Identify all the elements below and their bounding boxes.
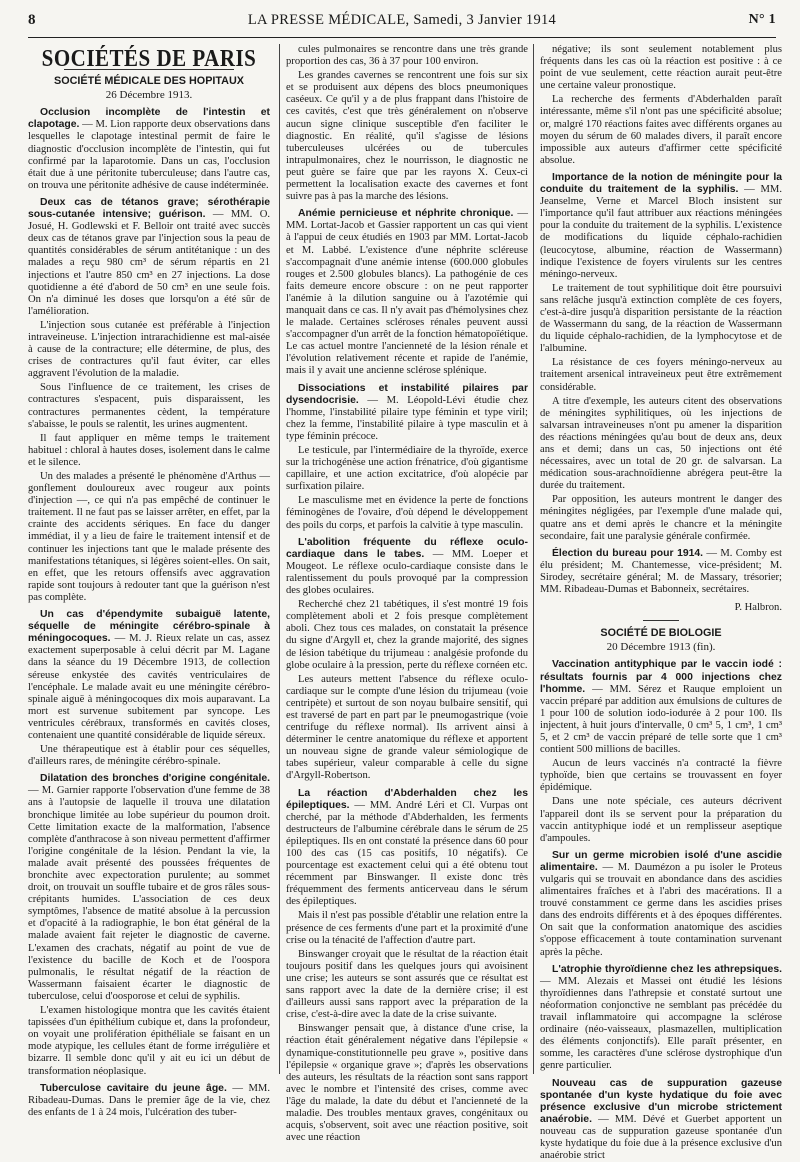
article-paragraph	[540, 283, 782, 356]
article-body: Il faut appliquer en même temps le traitement habituel : chloral à hautes doses, isolement dans le calme et le silence.	[28, 433, 270, 468]
article-body: — MM. Sérez et Rauque emploient un vaccin préparé par addition aux émulsions de cultures de 1 pour 100 de solution iodo-iodurée à 2 pour 100. Ils injectent, à huit jours d'intervalle, 0 cm³ 5, 1 cm³, 1 cm³ 5, et 2 cm³ de vaccin préparé de telle sorte que 1 cm³ contient 500 millions de bacilles.	[540, 684, 782, 755]
article-body: L'injection sous cutanée est préférable à l'injection intraveineuse. L'injection intrarachidienne est mal-aisée à cause de la contracture; elle détermine, de plus, des crises de contractures qu'il faut éviter, car elles aggravent l'évolution de la maladie.	[28, 320, 270, 379]
article-body: — MM. Loeper et Mougeot. Le réflexe oculo-cardiaque consiste dans le ralentissement du pouls provoqué par la compression des globes oculaires.	[286, 549, 528, 596]
article-title: Un cas d'épendymite subaiguë latente, séquelle de méningite cérébro-spinale à méningocoques.	[28, 609, 270, 644]
article-body: — MM. Alezais et Massei ont étudié les lésions thyroïdiennes dans l'athrepsie et constaté surtout une néoformation conjonctive ne semblant pas précédée du travail inflammatoire qui accompagne la sclérose ordinaire (néo-vaisseaux, plasmazellen, multiplication des éléments conjonctifs). Elle paraît présenter, en somme, les caractères d'une sclérose dystrophique d'un genre particulier.	[540, 976, 782, 1072]
article-paragraph	[540, 357, 782, 393]
article-body: — MM. Jeanselme, Verne et Marcel Bloch insistent sur l'importance qu'il faut attribuer aux réactions méningées pour la conduite du traitement de la syphilis. L'existence de modifications du liquide céphalo-rachidien (leucocytose, albumine, réaction de Wassermann) indique l'existence de foyers virulents sur les centres méningo-nerveux.	[540, 184, 782, 280]
article-title: La réaction d'Abderhalden chez les épileptiques.	[286, 788, 528, 811]
article-paragraph	[286, 949, 528, 1022]
article-paragraph	[286, 599, 528, 672]
article-paragraph	[286, 910, 528, 946]
column-divider	[533, 44, 534, 1074]
article-paragraph	[286, 44, 528, 68]
column-3	[540, 44, 782, 1076]
signature: P. Halbron.	[540, 602, 782, 614]
article-title: L'atrophie thyroïdienne chez les athrepsiques.	[552, 964, 782, 975]
article-title: Élection du bureau pour 1914.	[552, 548, 703, 559]
article-body: — MM. Ribadeau-Dumas. Dans le premier âge de la vie, chez des enfants de 1 à 24 mois, l'ulcération des tuber-	[28, 1083, 270, 1118]
article-body: Le testicule, par l'intermédiaire de la thyroïde, exerce sur la trichogénèse une action frénatrice, d'où gigantisme capillaire, et une action excitatrice, d'où alopécie par surfixation pilaire.	[286, 445, 528, 492]
column-1	[28, 44, 270, 1076]
article-paragraph	[28, 744, 270, 768]
article-paragraph	[28, 471, 270, 604]
masthead: LA PRESSE MÉDICALE, Samedi, 3 Janvier 1914	[28, 12, 776, 29]
page-number: 8	[28, 12, 36, 29]
article-body: Un des malades a présenté le phénomène d'Arthus — gonflement douloureux avec rougeur aux points d'injection —, ce qui n'a pas empêché de continuer le traitement. Il ne faut pas se laisser arrêter, en effet, par la crainte des accidents sériques. En face du danger immédiat, il y a lieu de faire le traitement intensif et de continuer les injections tant que le malade présente des manifestations tétaniques, si légères soient-elles. On sait, en effet, que les retours offensifs avec aggravation rapide sont toujours à redouter tant que la guérison n'est pas complète.	[28, 471, 270, 603]
article-paragraph	[286, 1023, 528, 1144]
article	[540, 964, 782, 1073]
article-body: Les grandes cavernes se rencontrent une fois sur six et se produisent aux dépens des blocs pneumoniques caséeux. Ce qu'il y a de plus frappant dans l'histoire de ces cavités, c'est que très généralement on n'observe aucun signe clinique susceptible d'en faciliter le diagnostic. En réalité, qu'il s'agisse de lésions tuberculeuses ulcérées ou de tubercules intrapulmonaires, chez le nourrisson, le diagnostic ne peut guère se faire que par les rayons X. Ceux-ci permettent la localisation exacte des cavernes et font suivre pas à pas la marche des lésions.	[286, 70, 528, 202]
article	[540, 172, 782, 281]
article-title: Anémie pernicieuse et néphrite chronique.	[298, 208, 513, 219]
article-paragraph	[540, 44, 782, 92]
article-paragraph	[28, 1005, 270, 1078]
article-paragraph	[286, 674, 528, 783]
article	[540, 850, 782, 959]
article-body: Une thérapeutique est à établir pour ces séquelles, d'ailleurs rares, de méningite cérébro-spinale.	[28, 744, 270, 767]
article-body: L'examen histologique montra que les cavités étaient tapissées d'un épithélium cubique et, dans la profondeur, on voyait une prolifération épithéliale se faisant en un mode atypique, les cellules étant de forme irrégulière et bizarre. Il semble donc qu'il y ait eu ici un début de transformation néoplasique.	[28, 1005, 270, 1076]
article-title: L'abolition fréquente du réflexe oculo-cardiaque dans le tabes.	[286, 537, 528, 560]
article-body: cules pulmonaires se rencontre dans une très grande proportion des cas, 36 à 37 pour 100 environ.	[286, 44, 528, 67]
society-title: SOCIÉTÉ DE BIOLOGIE	[540, 627, 782, 639]
session-date: 26 Décembre 1913.	[28, 89, 270, 101]
article-title: Dilatation des bronches d'origine congénitale.	[40, 773, 270, 784]
article-paragraph	[540, 758, 782, 794]
article-body: Binswanger pensait que, à distance d'une crise, la réaction était généralement négative dans l'épilepsie « dynamique-constitutionnelle peu grave », positive dans l'épilepsie « organique grave »; d'après les observations des auteurs, les résultats de la réaction sont sans rapport avec le nombre et l'intensité des crises, comme avec l'âge du malade, la date du début et l'ancienneté de la maladie. Des troubles mentaux graves, congénitaux ou acquis, s'observent, soit avec une réaction positive, soit avec une réaction	[286, 1023, 528, 1143]
article-body: Mais il n'est pas possible d'établir une relation entre la présence de ces ferments d'une part et la proximité d'une crise ou la ténacité de l'affection d'autre part.	[286, 910, 528, 945]
article-body: — M. Léopold-Lévi étudie chez l'homme, l'instabilité pilaire type féminin et type viril; chez la femme, l'instabilité pilaire à type masculin et à type féminin précoce.	[286, 395, 528, 442]
article-paragraph	[540, 796, 782, 844]
article-body: Les auteurs mettent l'absence du réflexe oculo-cardiaque sur le compte d'une lésion du trijumeau (voie centripète) et surtout de son noyau bulbaire sensitif, qui est traversé de part en part par le pneumogastrique (voie centrifuge du réflexe normal). Ils arrivent ainsi à déterminer le centre anatomique du réflexe et apportent un nouveau signe de grande valeur sémiologique de tabes supérieur, valeur comparable à celle du signe d'Argyll-Robertson.	[286, 674, 528, 782]
article-body: — M. Comby est élu président; M. Chantemesse, vice-président; M. Sirodey, secrétaire général; M. de Massary, trésorier; MM. Ribadeau-Dumas et Babonneix, secrétaires.	[540, 548, 782, 595]
article	[540, 548, 782, 596]
header-rule	[28, 37, 776, 38]
section-separator	[643, 620, 679, 621]
section-title: SOCIÉTÉS DE PARIS	[28, 51, 270, 65]
article-body: — M. Garnier rapporte l'observation d'une femme de 38 ans à l'autopsie de laquelle il trouva une dilatation bronchique limitée au lobe supérieur du poumon droit. Cette limitation exacte de la malformation, l'absence complète d'anthracose à son niveau permettent d'affirmer l'origine congénitale de la lésion. Pendant la vie, la malade avait présenté des poussées fréquentes de bronchite avec expectoration purulente; au sommet droit, on trouvait un souffle tubaire et de gros râles sous-crépitants humides. L'association de ces deux symptômes, l'absence de matité absolue à la percussion et d'opacité à la radiographie, le bon état général de la malade avaient fait rejeter le diagnostic de caverne. L'examen des crachats, négatif au point de vue de l'existence du bacille de Koch et de l'oospora pulmonalis, le résultat négatif de la réaction de Wassermann faisaient écarter le diagnostic de tuberculose, celui d'oosporose et celui de syphilis.	[28, 785, 270, 1002]
article-title: Importance de la notion de méningite pour la conduite du traitement de la syphilis.	[540, 172, 782, 195]
article-title: Vaccination antityphique par le vaccin iodé : résultats fournis par 4 000 injections chez l'homme.	[540, 659, 782, 694]
article	[286, 208, 528, 377]
article-paragraph	[28, 433, 270, 469]
article-body: Binswanger croyait que le résultat de la réaction était toujours positif dans les quelques jours qui avoisinent une crise; les auteurs se sont assurés que ce résultat est sans rapport avec la date de la dernière crise; il est d'ailleurs aussi sans rapport avec la préparation de la crise, c'est-à-dire avec la date de la crise suivante.	[286, 949, 528, 1020]
article-title: Occlusion incomplète de l'intestin et clapotage.	[28, 107, 270, 130]
column-divider	[279, 44, 280, 1074]
article-paragraph	[28, 382, 270, 430]
article	[28, 197, 270, 318]
article-body: Recherché chez 21 tabétiques, il s'est montré 19 fois complètement aboli et 2 fois presque complètement aboli. Chez tous ces malades, on constatait la présence du signe d'Argyll et, chez la grande majorité, des signes de lésion tabétique du trijumeau : analgésie profonde du globe oculaire à la pression, perte du réflexe cornéen etc.	[286, 599, 528, 670]
article-body: La recherche des ferments d'Abderhalden paraît intéressante, même s'il n'ont pas une spécificité absolue; or, malgré 170 réactions faites avec différents organes au moyen du sérum de 60 malades divers, il paraît encore impossible aux auteurs d'affirmer cette spécificité absolue.	[540, 94, 782, 165]
article-body: La résistance de ces foyers méningo-nerveux au traitement arsenical intraveineux peut être extrêmement considérable.	[540, 357, 782, 392]
column-2	[286, 44, 528, 1076]
article-body: — MM. André Léri et Cl. Vurpas ont cherché, par la méthode d'Abderhalden, les ferments destructeurs de l'albumine cérébrale dans le sérum de 25 épileptiques. Ils en ont constaté la présence dans 60 pour 100 des cas (15 cas positifs, 10 négatifs). Ce pourcentage est exactement celui qui a été obtenu tout récemment par Binswanger. Il existe donc très fréquemment des ferments anticerveau dans le sérum des épileptiques.	[286, 800, 528, 908]
article	[28, 1083, 270, 1119]
article-paragraph	[286, 445, 528, 493]
article	[286, 788, 528, 909]
article	[540, 1078, 782, 1162]
article-body: — M. J. Rieux relate un cas, assez exactement superposable à celui décrit par M. Lagane dans la séance du 19 Décembre 1913, de collection séreuse enkystée des cavités ventriculaires de l'encéphale. Le malade avait eu une méningite cérébro-spinale aiguë à méningocoques dix mois auparavant. La mort est survenue subitement par syncope. Les ventricules cérébraux, transformés en cavités closes, contenaient une quantité considérable de liquide séreux.	[28, 633, 270, 741]
article-body: — MM. Lortat-Jacob et Gassier rapportent un cas qui vient à l'appui de ceux étudiés en 1903 par MM. Lortat-Jacob et M. Labbé. L'existence d'une néphrite scléreuse s'accompagnait d'une anémie intense (600.000 globules rouges et 2.500 globules blancs). La pathogénie de ces faits demeure encore obscure : on ne peut rapporter l'anémie à la dilution sanguine ou à l'azotémie qui manquait dans ce cas. Il n'y avait pas d'hémolysines chez le malade. Certaines scléroses rénales peuvent aussi s'accompagner d'un arrêt de la fonction hématopoïétique. Le cas actuel montre l'ancienneté de la lésion rénale et l'évolution relativement récente et rapide de l'anémie, mais il y avait une ancienne sclérose splénique.	[286, 208, 528, 376]
article-body: A titre d'exemple, les auteurs citent des observations de méningites syphilitiques, où les injections de salvarsan intraveineuses n'ont pu amener la disparition des réactions méningées qu'au bout de deux ans, deux ans et demi; dans un cas, 50 injections ont été nécessaires, avec un total de 20 gr. de salvarsan. La médication sous-arachnoïdienne abrégera peut-être la durée du traitement.	[540, 396, 782, 492]
session-date: 20 Décembre 1913 (fin).	[540, 641, 782, 653]
article	[28, 609, 270, 742]
article	[540, 659, 782, 756]
article-body: — M. Daumézon a pu isoler le Proteus vulgaris qui se trouvait en abondance dans des ascidies alimentaires fraîches et à l'abri des macérations. Il a trouvé constamment ce germe dans les ascidies prises dans des endroits différents et à des époques différentes. On sait que la conformation anatomique des ascidies s'oppose efficacement à toute contamination survenant après la pêche.	[540, 862, 782, 958]
article-body: Le masculisme met en évidence la perte de fonctions féminogènes de l'ovaire, d'où dépend le développement des poils du corps, et parfois la calvitie à type masculin.	[286, 495, 528, 530]
article-body: — MM. O. Josué, H. Godlewski et F. Belloir ont traité avec succès deux cas de tétanos grave par l'injection sous la peau de quantités considérables de sérum antitétanique : un des malades a reçu 980 cm³ de sérum répartis en 21 injections et l'autre 850 cm³ en 27 injections. La dose quotidienne a été d'abord de 50 cm³ en une seule fois. On n'a diminué les doses que lorsqu'on a été sûr de l'amélioration.	[28, 209, 270, 317]
society-title: SOCIÉTÉ MÉDICALE DES HOPITAUX	[28, 75, 270, 87]
article-body: Le traitement de tout syphilitique doit être poursuivi sans relâche jusqu'à extinction complète de ces foyers, c'est-à-dire jusqu'à disparition persistante de la réaction de Wassermann du sang, de la réaction de Wassermann du liquide céphalo-rachidien, de la lymphocytose et de l'albumine.	[540, 283, 782, 354]
article-paragraph	[540, 94, 782, 167]
article	[286, 383, 528, 443]
article-paragraph	[540, 396, 782, 493]
article-title: Sur un germe microbien isolé d'une ascidie alimentaire.	[540, 850, 782, 873]
article	[286, 537, 528, 597]
article-body: négative; ils sont seulement notablement plus fréquents dans les cas où la réaction est positive : à ce point de vue seulement, cette réaction aurait peut-être une certaine valeur pronostique.	[540, 44, 782, 91]
article	[28, 107, 270, 192]
page-header	[28, 12, 776, 36]
article-body: — M. Lion rapporte deux observations dans lesquelles le clapotage intestinal permit de faire le diagnostic d'occlusion incomplète de l'intestin, qui fut confirmé par la laparotomie. Dans un cas, l'occlusion était due à une péritonite tuberculeuse; dans l'autre cas, on trouva une péritonite adhésive de cause indéterminée.	[28, 119, 270, 190]
article-body: Dans une note spéciale, ces auteurs décrivent l'appareil dont ils se servent pour la préparation du vaccin antityphique iodé et un remplisseur aseptique d'ampoules.	[540, 796, 782, 843]
article-title: Tuberculose cavitaire du jeune âge.	[40, 1083, 227, 1094]
article	[28, 773, 270, 1003]
article-paragraph	[540, 494, 782, 542]
article-paragraph	[28, 320, 270, 380]
article-paragraph	[286, 70, 528, 203]
article-title: Dissociations et instabilité pilaires par dysendocrisie.	[286, 383, 528, 406]
article-title: Deux cas de tétanos grave; sérothérapie sous-cutanée intensive; guérison.	[28, 197, 270, 220]
article-body: Par opposition, les auteurs montrent le danger des méningites négligées, par l'exemple d'une malade qui, quatre ans et demi après le chancre et la méningite secondaire, fait une paralysie générale confirmée.	[540, 494, 782, 541]
article-paragraph	[286, 495, 528, 531]
article-body: — MM. Dévé et Guerbet apportent un nouveau cas de suppuration gazeuse spontanée d'un kyste hydatique du foie due à la présence exclusive d'un anaérobie strict	[540, 1114, 782, 1161]
article-title: Nouveau cas de suppuration gazeuse spontanée d'un kyste hydatique du foie avec présence exclusive d'un microbe strictement anaérobie.	[540, 1078, 782, 1125]
article-body: Sous l'influence de ce traitement, les crises de contractures s'espacent, puis disparaissent, les contractures permanentes cèdent, la température s'abaisse, le pouls se ralentit, les urines augmentent.	[28, 382, 270, 429]
issue-number: N° 1	[749, 12, 776, 28]
article-body: Aucun de leurs vaccinés n'a contracté la fièvre typhoïde, bien que certains se trouvassent en foyer épidémique.	[540, 758, 782, 793]
